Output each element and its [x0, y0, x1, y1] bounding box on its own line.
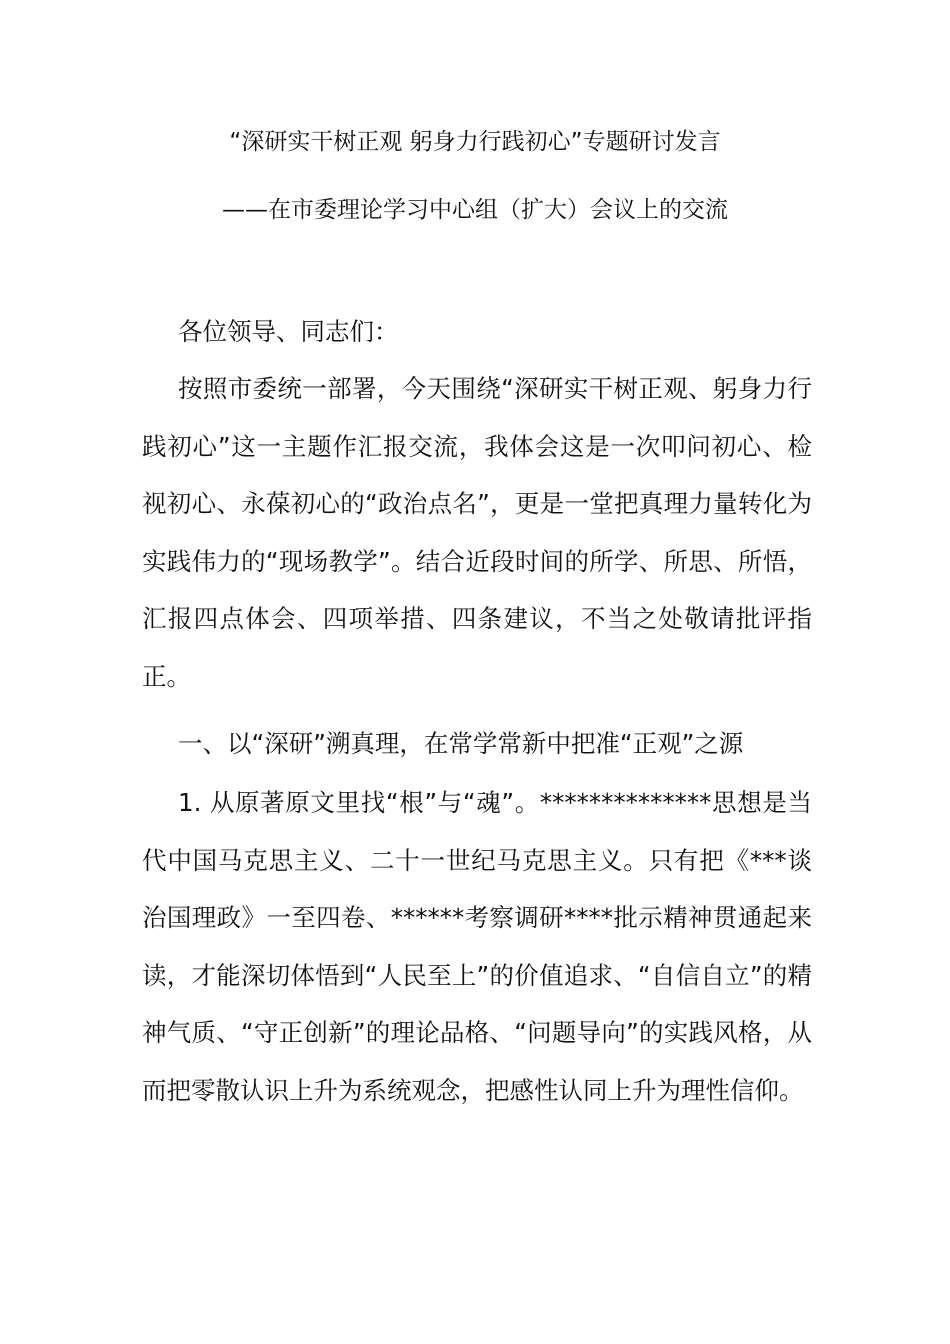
intro-paragraph: 按照市委统一部署，今天围绕“深研实干树正观、躬身力行践初心”这一主题作汇报交流，我体会这是一次叩问初心、检视初心、永葆初心的“政治点名”，更是一堂把真理力量转化为实践伟力的“现场教学”。结合近段时间的所学、所思、所悟，汇报四点体会、四项举措、四条建议，不当之处敬请批评指正。 — [142, 374, 812, 691]
section-1-heading: 一、以“深研”溯真理，在常学常新中把准“正观”之源 — [178, 729, 744, 758]
salutation: 各位领导、同志们： — [178, 317, 399, 346]
document-title: “深研实干树正观 躬身力行践初心”专题研讨发言 — [229, 129, 721, 155]
document-subtitle: ——在市委理论学习中心组（扩大）会议上的交流 — [222, 197, 728, 223]
section-1-item-1: 1. 从原著原文里找“根”与“魂”。**************思想是当代中国马克思主义、二十一世纪马克思主义。只有把《***谈治国理政》一至四卷、******考察调研****批示精神贯通起来读，才能深切体悟到“人民至上”的价值追求、“自信自立”的精神气质、“守正创新”的理论品格、“问题导向”的实践风格，从而把零散认识上升为系统观念，把感性认同上升为理性信仰。 — [142, 788, 812, 1105]
